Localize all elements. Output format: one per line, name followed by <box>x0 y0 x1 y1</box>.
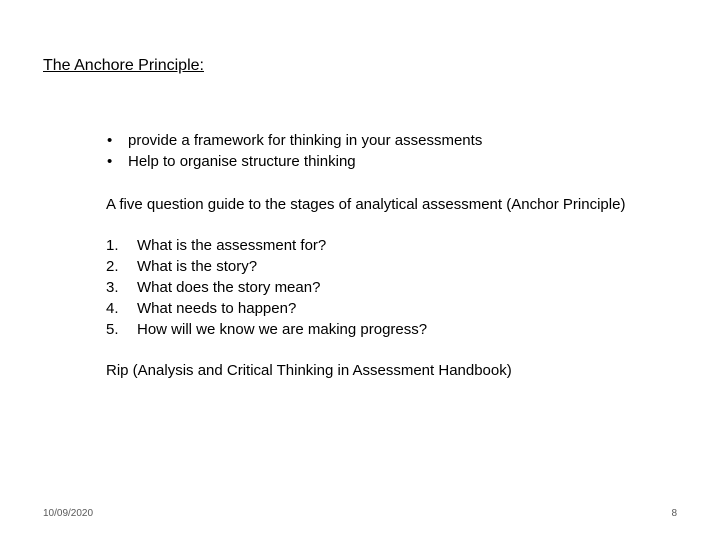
bullet-text: Help to organise structure thinking <box>128 153 356 170</box>
bullet-marker: • <box>107 132 113 149</box>
item-number: 2. <box>106 258 119 275</box>
item-text: How will we know we are making progress? <box>137 321 428 338</box>
bullet-item <box>106 130 646 151</box>
list-item <box>106 256 646 277</box>
list-item <box>106 235 646 256</box>
item-number: 1. <box>106 237 119 254</box>
list-item <box>106 298 646 319</box>
source-citation: Rip (Analysis and Critical Thinking in Assessment Handbook) <box>106 362 512 379</box>
numbered-list <box>106 235 646 340</box>
list-item <box>106 319 646 340</box>
bullet-text: provide a framework for thinking in your assessments <box>128 132 483 149</box>
intro-paragraph: A five question guide to the stages of analytical assessment (Anchor Principle) <box>106 196 626 213</box>
bullet-item <box>106 151 646 172</box>
item-text: What is the assessment for? <box>137 237 327 254</box>
item-number: 3. <box>106 279 119 296</box>
item-text: What needs to happen? <box>137 300 297 317</box>
slide-title: The Anchore Principle: <box>43 57 204 74</box>
footer-date: 10/09/2020 <box>43 508 94 519</box>
item-text: What does the story mean? <box>137 279 321 296</box>
item-number: 5. <box>106 321 119 338</box>
bullet-list <box>106 130 646 172</box>
list-item <box>106 277 646 298</box>
page-number: 8 <box>671 508 677 519</box>
slide-content <box>106 130 646 381</box>
bullet-marker: • <box>107 153 113 170</box>
item-number: 4. <box>106 300 119 317</box>
item-text: What is the story? <box>137 258 258 275</box>
